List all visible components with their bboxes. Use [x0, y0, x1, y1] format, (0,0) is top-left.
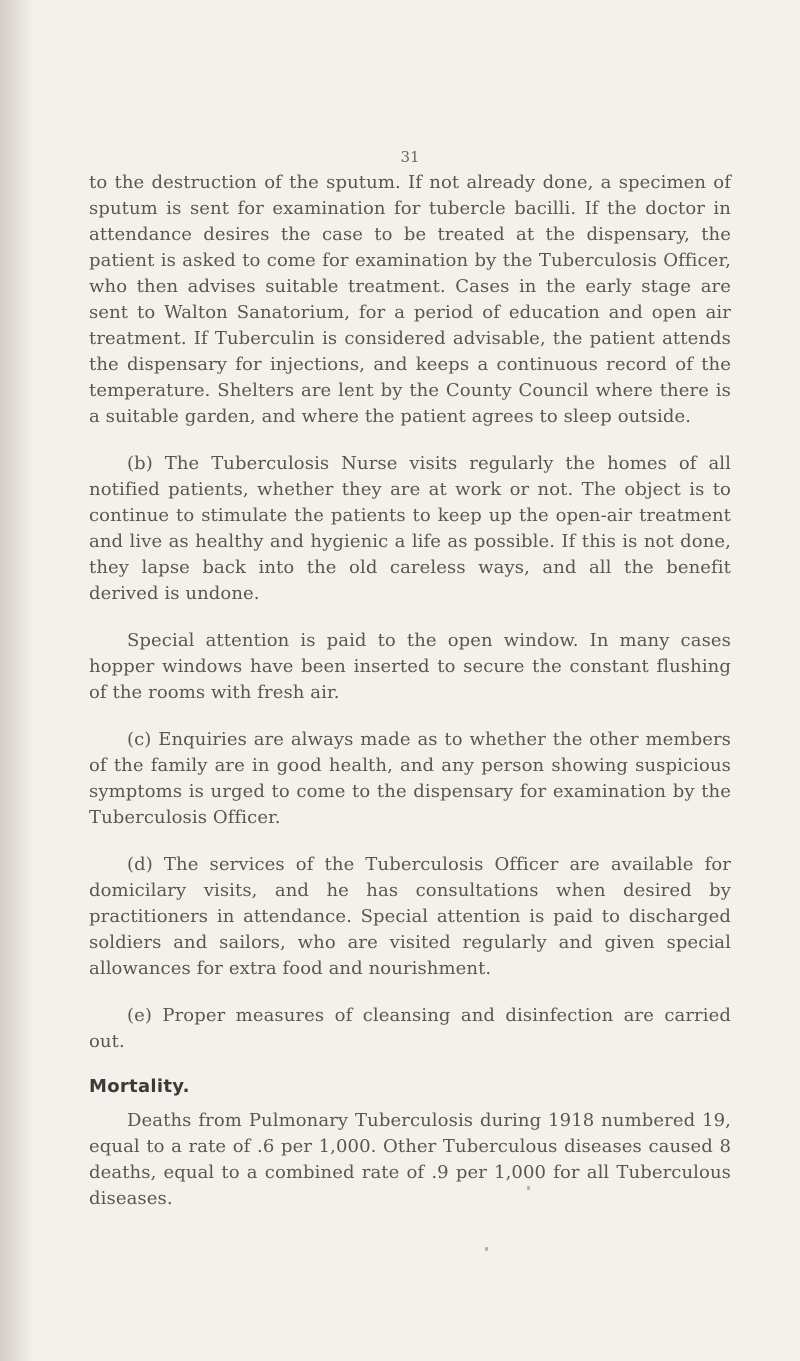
paragraph-open-window: Special attention is paid to the open window. In many cases hopper windows have been inserted to secure the constant flushing of the rooms with fresh air.: [89, 630, 731, 703]
page-edge-shadow: [0, 0, 34, 1361]
paper-speck: [485, 1247, 488, 1251]
body-text: [89, 170, 731, 1233]
paragraph-e-disinfection: (e) Proper measures of cleansing and disinfection are carried out.: [89, 1005, 731, 1052]
paragraph-d-services: (d) The services of the Tuberculosis Officer are available for domicilary visits, and he has consultations when desired by practitioners in attendance. Special attention is paid to discharged soldiers and sailors, who are visited regularly and given special allowances for extra food and nourishment.: [89, 854, 731, 979]
paragraph-b-nurse-visits: (b) The Tuberculosis Nurse visits regularly the homes of all notified patients, whether they are at work or not. The object is to continue to stimulate the patients to keep up the open-air treatment and live as healthy and hygienic a life as possible. If this is not done, they lapse back into the old careless ways, and all the benefit derived is undone.: [89, 453, 731, 604]
paper-speck: [527, 1186, 530, 1190]
paragraph-c-enquiries: (c) Enquiries are always made as to whether the other members of the family are in good health, and any person showing suspicious symptoms is urged to come to the dispensary for examination by the Tuberculosis Officer.: [89, 729, 731, 828]
page-number: 31: [400, 148, 420, 166]
section-heading-mortality: Mortality.: [89, 1076, 190, 1097]
paragraph-mortality: Deaths from Pulmonary Tuberculosis during 1918 numbered 19, equal to a rate of .6 per 1,000. Other Tuberculous diseases caused 8 deaths, equal to a combined rate of .9 per 1,000 for all Tuberculous diseases.: [89, 1110, 731, 1209]
paragraph-continuation: to the destruction of the sputum. If not already done, a specimen of sputum is sent for examination for tubercle bacilli. If the doctor in attendance desires the case to be treated at the dispensary, the patient is asked to come for examination by the Tuberculosis Officer, who then advises suitable treatment. Cases in the early stage are sent to Walton Sanatorium, for a period of education and open air treatment. If Tuberculin is considered advisable, the patient attends the dispensary for injections, and keeps a continuous record of the temperature. Shelters are lent by the County Council where there is a suitable garden, and where the patient agrees to sleep outside.: [89, 172, 731, 427]
